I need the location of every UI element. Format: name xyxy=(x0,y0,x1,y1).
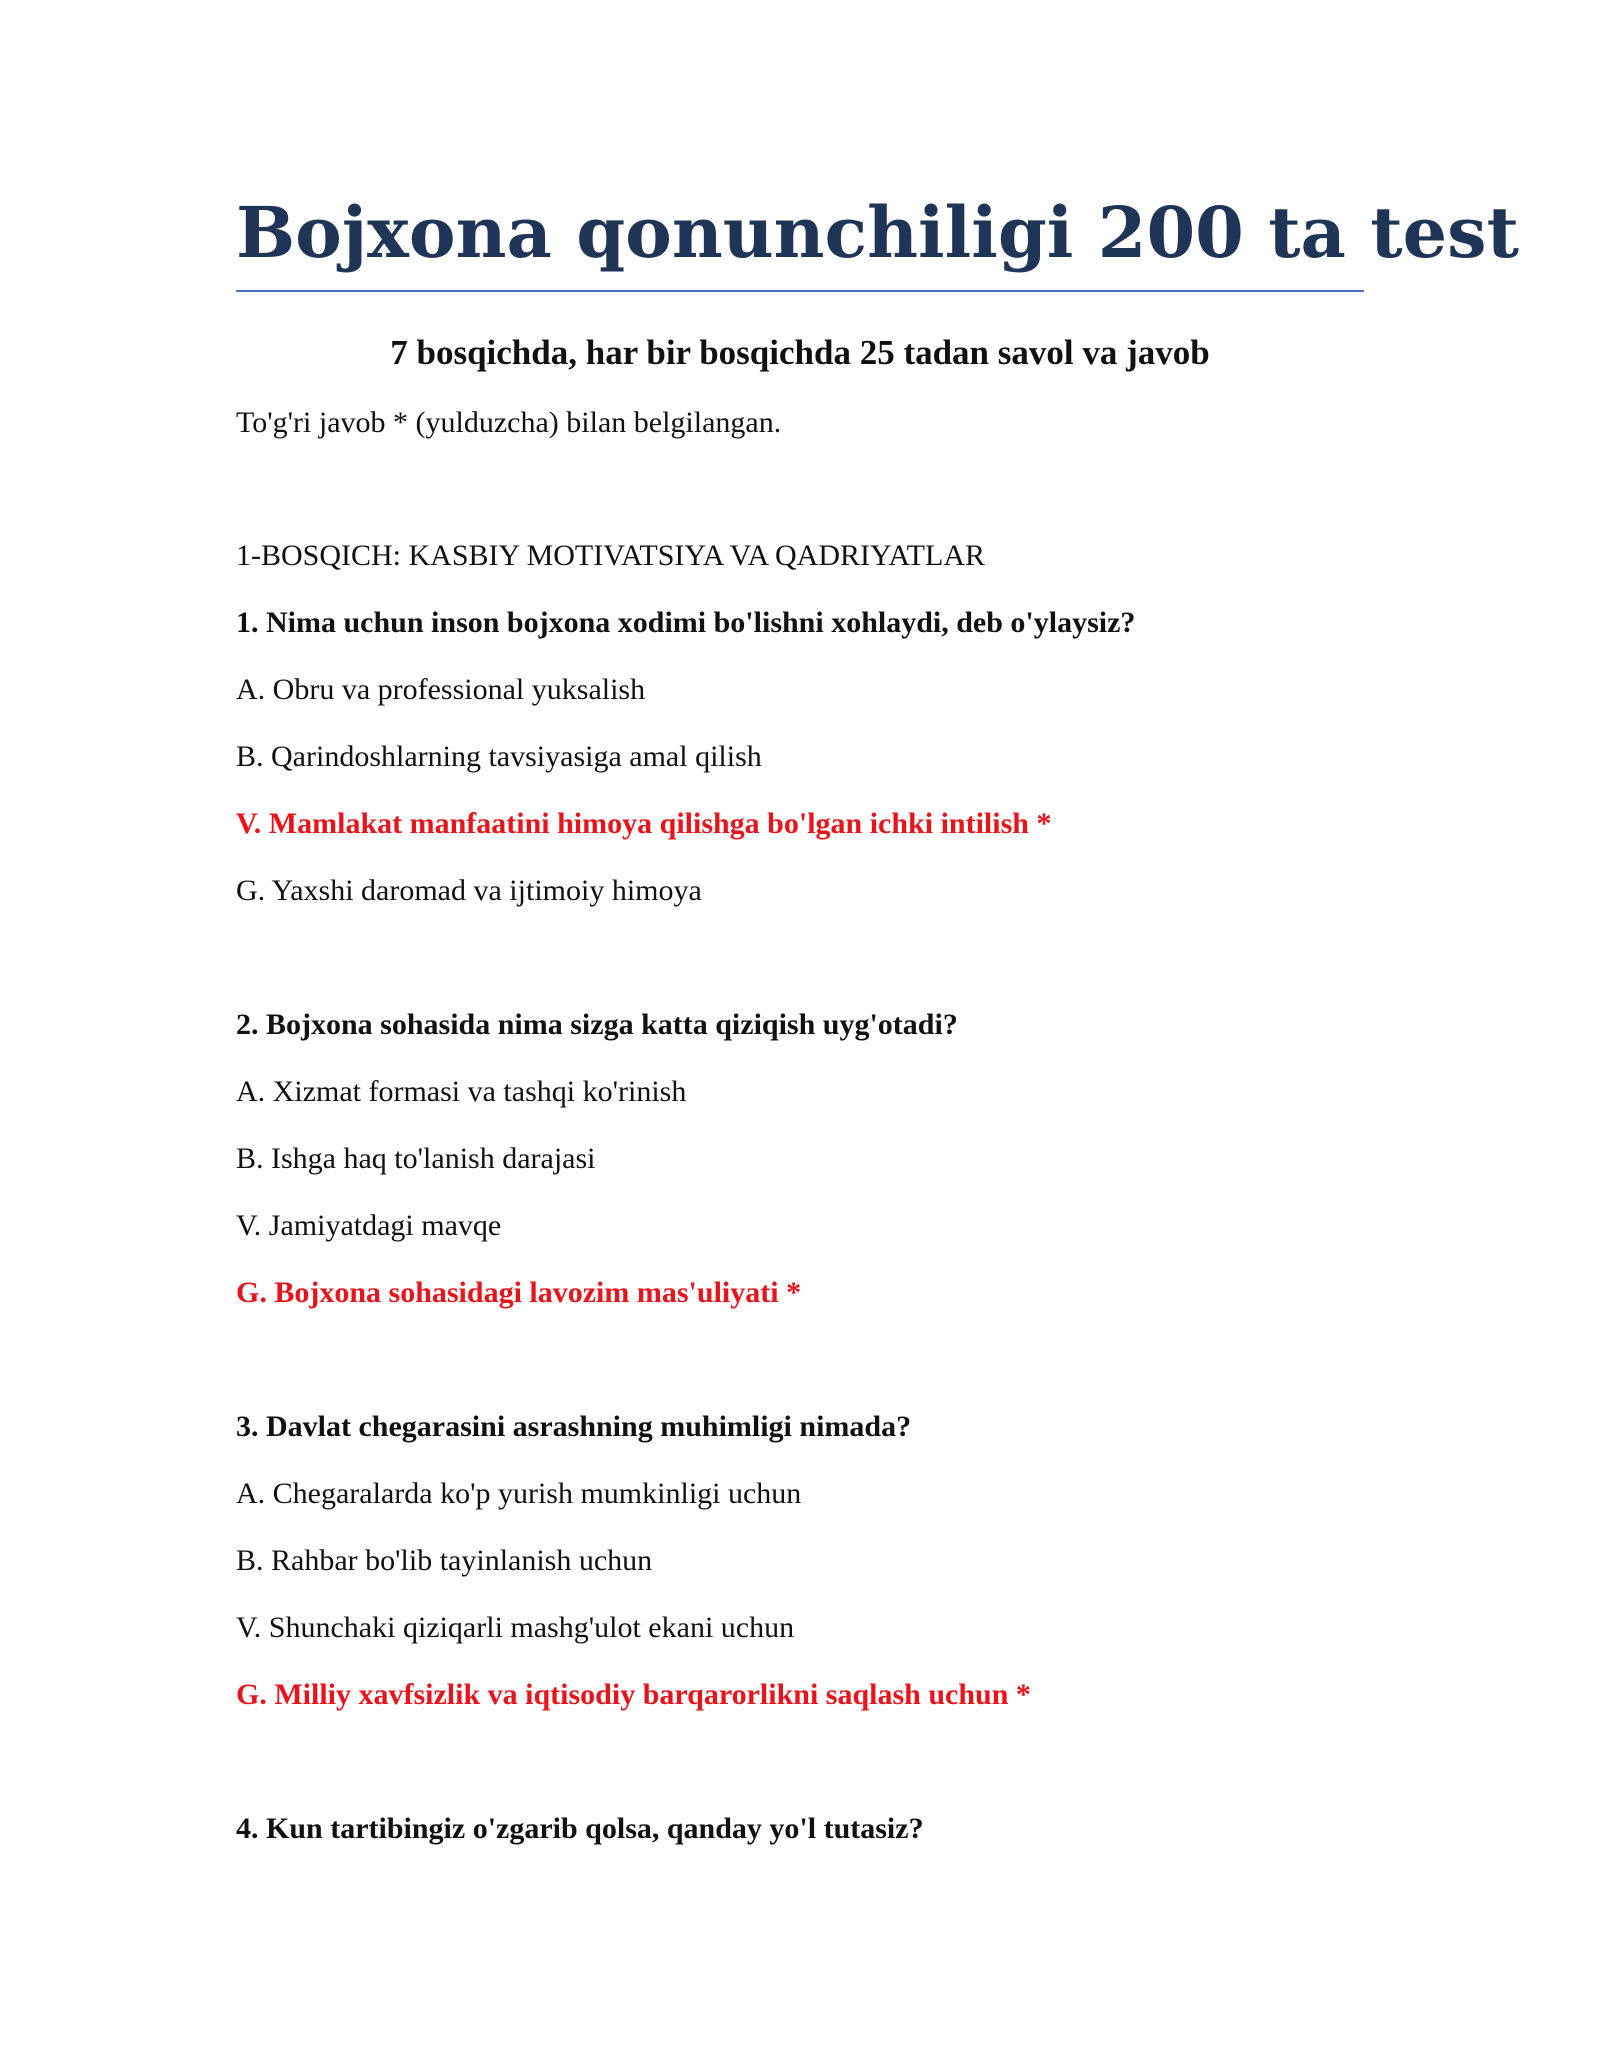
question-2-option-b: B. Ishga haq to'lanish darajasi xyxy=(236,1142,596,1175)
question-3-option-a: A. Chegaralarda ko'p yurish mumkinligi uchun xyxy=(236,1477,802,1510)
question-3-option-g-correct: G. Milliy xavfsizlik va iqtisodiy barqarorlikni saqlash uchun * xyxy=(236,1678,1031,1711)
question-2: 2. Bojxona sohasida nima sizga katta qiziqish uyg'otadi? xyxy=(236,1008,958,1041)
question-2-option-g-correct: G. Bojxona sohasidagi lavozim mas'uliyati * xyxy=(236,1276,802,1309)
question-1-option-a: A. Obru va professional yuksalish xyxy=(236,673,646,706)
question-2-option-a: A. Xizmat formasi va tashqi ko'rinish xyxy=(236,1075,687,1108)
question-2-option-v: V. Jamiyatdagi mavqe xyxy=(236,1209,502,1242)
question-3-option-v: V. Shunchaki qiziqarli mashg'ulot ekani uchun xyxy=(236,1611,795,1644)
question-4: 4. Kun tartibingiz o'zgarib qolsa, qanday yo'l tutasiz? xyxy=(236,1812,924,1845)
question-3-option-b: B. Rahbar bo'lib tayinlanish uchun xyxy=(236,1544,653,1577)
question-1: 1. Nima uchun inson bojxona xodimi bo'lishni xohlaydi, deb o'ylaysiz? xyxy=(236,606,1136,639)
section-heading: 1-BOSQICH: KASBIY MOTIVATSIYA VA QADRIYATLAR xyxy=(236,539,985,572)
question-1-option-g: G. Yaxshi daromad va ijtimoiy himoya xyxy=(236,874,702,907)
document-title: Bojxona qonunchiligi 200 ta test xyxy=(236,191,1519,274)
answer-note: To'g'ri javob * (yulduzcha) bilan belgilangan. xyxy=(236,406,782,439)
question-3: 3. Davlat chegarasini asrashning muhimligi nimada? xyxy=(236,1410,912,1443)
question-1-option-b: B. Qarindoshlarning tavsiyasiga amal qilish xyxy=(236,740,762,773)
title-underline xyxy=(236,290,1364,292)
question-1-option-v-correct: V. Mamlakat manfaatini himoya qilishga bo'lgan ichki intilish * xyxy=(236,807,1052,840)
document-subtitle: 7 bosqichda, har bir bosqichda 25 tadan savol va javob xyxy=(390,333,1210,372)
